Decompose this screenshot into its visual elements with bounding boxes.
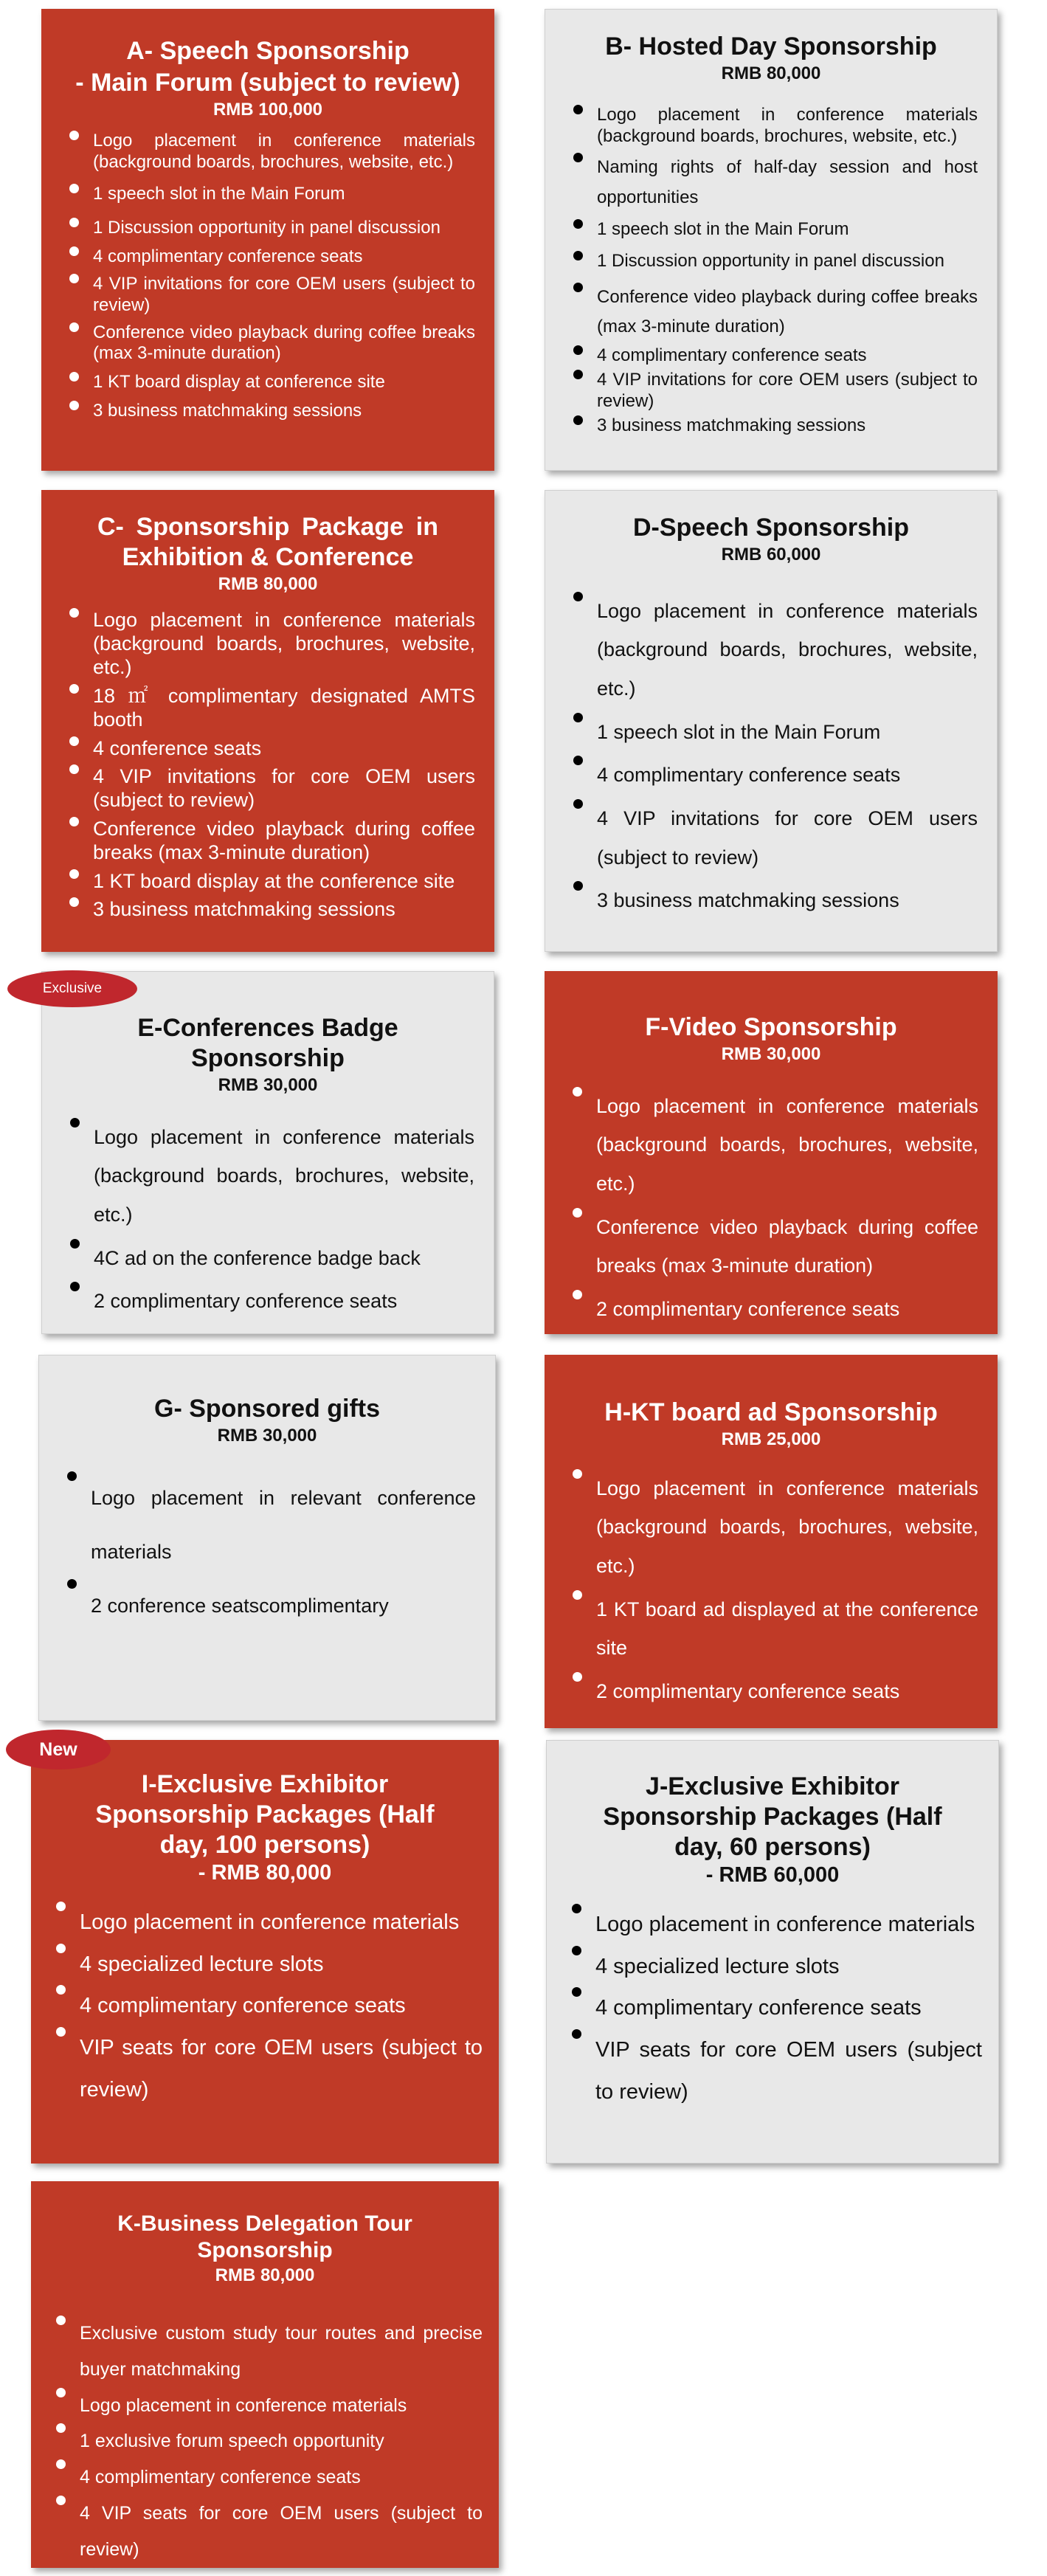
list-item: 1 speech slot in the Main Forum <box>61 184 475 205</box>
card-title: J-Exclusive Exhibitor Sponsorship Packages (Half day, 60 persons) <box>603 1772 942 1861</box>
benefit-list <box>58 1471 476 1633</box>
list-item: Logo placement in conference materials <box>47 2388 483 2424</box>
card-price: RMB 100,000 <box>212 100 323 120</box>
card-price: - RMB 80,000 <box>198 1861 332 1885</box>
list-item: Logo placement in conference materials <box>47 1902 483 1944</box>
exclusive-badge: Exclusive <box>7 970 137 1007</box>
card-price: RMB 30,000 <box>721 1043 821 1064</box>
list-item: 4 complimentary conference seats <box>47 1985 483 2027</box>
sponsorship-card-a <box>41 9 494 471</box>
list-item: Logo placement in conference materials (background boards, brochures, website, etc.) <box>564 1469 978 1586</box>
list-item: 18 ㎡ complimentary designated AMTS booth <box>61 684 475 732</box>
list-item: 4 complimentary conference seats <box>564 345 978 367</box>
card-price: RMB 80,000 <box>215 2265 315 2285</box>
card-title: B- Hosted Day Sponsorship <box>605 32 937 61</box>
list-item: Logo placement in conference materials (background boards, brochures, website, etc.) <box>564 105 978 148</box>
list-item: Conference video playback during coffee breaks (max 3-minute duration) <box>564 283 978 343</box>
list-item: Logo placement in conference materials (background boards, brochures, website, etc.) <box>61 1118 474 1235</box>
list-item: 4 VIP invitations for core OEM users (subject to review) <box>61 274 475 317</box>
card-title: K-Business Delegation Tour Sponsorship <box>117 2211 412 2262</box>
benefit-list <box>61 1118 474 1321</box>
benefit-list <box>563 1904 982 2113</box>
list-item: Logo placement in conference materials (background boards, brochures, website, etc.) <box>61 131 475 173</box>
list-item: 4C ad on the conference badge back <box>61 1239 474 1278</box>
list-item: 1 Discussion opportunity in panel discussion <box>61 218 475 239</box>
card-title: H-KT board ad Sponsorship <box>604 1398 938 1426</box>
card-price: RMB 30,000 <box>217 1425 317 1446</box>
benefit-list <box>61 131 475 422</box>
list-item: 3 business matchmaking sessions <box>564 415 978 437</box>
list-item: 1 KT board display at the conference site <box>61 869 475 893</box>
list-item: Logo placement in relevant conference materials <box>58 1471 476 1579</box>
sponsorship-card-h <box>545 1355 998 1728</box>
sponsorship-card-c <box>41 490 494 952</box>
card-title: G- Sponsored gifts <box>154 1395 380 1423</box>
card-title: F-Video Sponsorship <box>645 1013 897 1041</box>
list-item: Logo placement in conference materials (background boards, brochures, website, etc.) <box>564 1087 978 1204</box>
list-item: 4 complimentary conference seats <box>564 756 978 795</box>
benefit-list <box>47 2316 483 2567</box>
list-item: Naming rights of half-day session and host opportunities <box>564 153 978 213</box>
list-item: 4 complimentary conference seats <box>47 2459 483 2496</box>
benefit-list <box>47 1902 483 2110</box>
card-price: RMB 80,000 <box>218 573 318 594</box>
card-title: D-Speech Sponsorship <box>632 514 910 542</box>
list-item: 3 business matchmaking sessions <box>564 881 978 920</box>
benefit-list <box>564 1087 978 1329</box>
list-item: 4 specialized lecture slots <box>47 1944 483 1986</box>
benefit-list <box>564 1469 978 1711</box>
list-item: 4 conference seats <box>61 736 475 760</box>
list-item: 4 VIP invitations for core OEM users (subject to review) <box>564 370 978 412</box>
card-price: - RMB 60,000 <box>705 1863 840 1888</box>
list-item: 1 speech slot in the Main Forum <box>564 713 978 752</box>
card-title: C- Sponsorship Package in Exhibition & Conference <box>97 513 438 571</box>
list-item: Conference video playback during coffee breaks (max 3-minute duration) <box>61 322 475 365</box>
list-item: 2 conference seatscomplimentary <box>58 1579 476 1633</box>
list-item: 2 complimentary conference seats <box>61 1282 474 1321</box>
benefit-list <box>564 592 978 920</box>
list-item: 4 VIP seats for core OEM users (subject to review) <box>47 2496 483 2568</box>
list-item: VIP seats for core OEM users (subject to review) <box>563 2029 982 2113</box>
benefit-list <box>61 608 475 922</box>
list-item: 1 speech slot in the Main Forum <box>564 219 978 241</box>
list-item: VIP seats for core OEM users (subject to review) <box>47 2027 483 2110</box>
card-title: I-Exclusive Exhibitor Sponsorship Packages (Half day, 100 persons) <box>95 1770 435 1859</box>
list-item: 4 specialized lecture slots <box>563 1946 982 1988</box>
new-badge: New <box>6 1730 111 1769</box>
list-item: 4 complimentary conference seats <box>61 246 475 268</box>
sponsorship-card-b <box>545 9 998 471</box>
list-item: Logo placement in conference materials (background boards, brochures, website, etc.) <box>61 608 475 680</box>
list-item: 2 complimentary conference seats <box>564 1672 978 1711</box>
list-item: Logo placement in conference materials (background boards, brochures, website, etc.) <box>564 592 978 708</box>
sponsorship-card-d <box>545 490 998 952</box>
list-item: Conference video playback during coffee breaks (max 3-minute duration) <box>61 817 475 865</box>
card-price: RMB 80,000 <box>721 63 821 83</box>
sponsorship-card-e <box>41 971 494 1334</box>
list-item: Logo placement in conference materials <box>563 1904 982 1946</box>
list-item: 3 business matchmaking sessions <box>61 897 475 921</box>
sponsorship-card-k <box>31 2181 499 2568</box>
sponsorship-card-f <box>545 971 998 1334</box>
card-price: RMB 60,000 <box>721 544 821 564</box>
list-item: 1 KT board display at conference site <box>61 372 475 393</box>
list-item: 1 exclusive forum speech opportunity <box>47 2423 483 2459</box>
card-title: E-Conferences Badge Sponsorship <box>137 1014 398 1072</box>
list-item: 3 business matchmaking sessions <box>61 401 475 422</box>
sponsorship-card-j <box>546 1740 999 2164</box>
card-price: RMB 25,000 <box>721 1429 821 1449</box>
list-item: 1 KT board ad displayed at the conference site <box>564 1590 978 1668</box>
list-item: 4 VIP invitations for core OEM users (subject to review) <box>61 764 475 812</box>
list-item: 4 VIP invitations for core OEM users (subject to review) <box>564 799 978 877</box>
benefit-list <box>564 105 978 437</box>
list-item: Exclusive custom study tour routes and precise buyer matchmaking <box>47 2316 483 2388</box>
list-item: 1 Discussion opportunity in panel discussion <box>564 251 978 272</box>
card-price: RMB 30,000 <box>218 1074 318 1095</box>
list-item: 2 complimentary conference seats <box>564 1290 978 1329</box>
sponsorship-card-i <box>31 1740 499 2164</box>
card-title: A- Speech Sponsorship - Main Forum (subject to review) <box>75 37 460 97</box>
sponsorship-card-g <box>38 1355 496 1721</box>
list-item: 4 complimentary conference seats <box>563 1987 982 2029</box>
list-item: Conference video playback during coffee breaks (max 3-minute duration) <box>564 1208 978 1285</box>
